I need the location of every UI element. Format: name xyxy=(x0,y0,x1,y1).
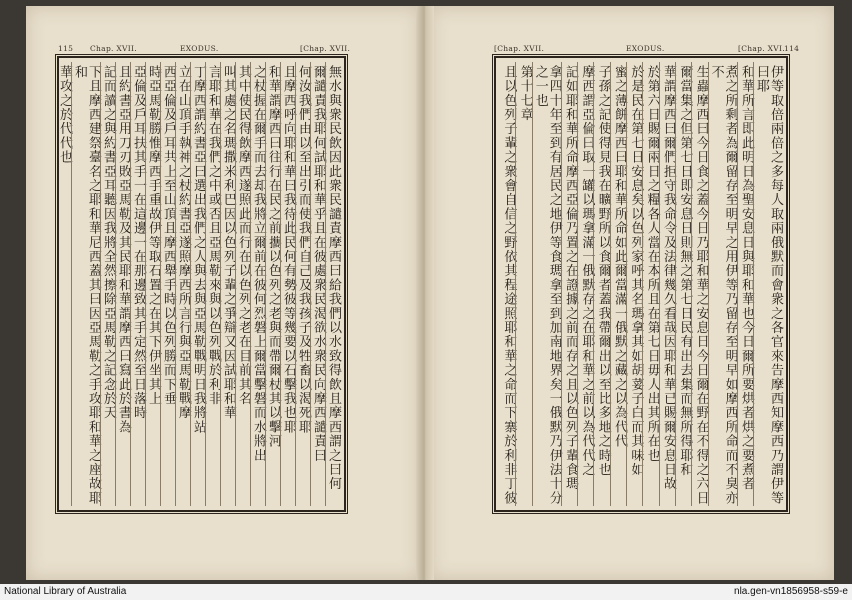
right-text-column: 記如耶和華所命摩西亞倫乃置之在證據之前而存之且以色列子輩食瑪 xyxy=(561,62,577,506)
right-text-column: 子孫之記使得見我在曠野所以食爾者蓋我帶爾出以至比多地之時也 xyxy=(593,62,609,506)
right-text-column: 拿四十年至到有居民之地伊等食瑪拿至到加南地界矣一俄默乃伊法十分之一也 xyxy=(532,62,561,506)
left-text-column: 記而讀之與約書亞耳聽因我將全然擦除亞馬勒之記念於天 xyxy=(100,62,115,506)
left-text-column: 且摩西呼向耶和華曰我待此民何有勢彼等幾要以石擊我也耶 xyxy=(280,62,295,506)
left-text-column: 時亞馬勒勝惟摩西手重故伊等取石置之在其下伊坐其上 xyxy=(145,62,160,506)
left-chapter-label: Chap. XVII. xyxy=(90,44,137,53)
left-text-column: 爾譴責我耶何試耶和華乎且在彼處衆民渴欲水衆民向摩西譴責曰 xyxy=(310,62,325,506)
left-running-title: EXODUS. xyxy=(180,44,219,53)
left-text-column: 何汝我們由以至出引而使我們自己及我孩子及牲畜以渴死耶 xyxy=(295,62,310,506)
left-text-column: 和華謂摩西曰往行在民之前攜以色列之老與而帶爾杖其以擊河 xyxy=(265,62,280,506)
right-text-column: 於第六日賜爾兩日之糧各人當在本所且在第七日毋人出其所在也 xyxy=(642,62,658,506)
left-text-column: 其中使民得飲摩西遂照此而行在以色列之老在目前其名 xyxy=(235,62,250,506)
footer-record-id: nla.gen-vn1856958-s59-e xyxy=(734,586,848,597)
left-text-column: 華攻之於代代也 xyxy=(57,65,72,165)
right-text-column: 生蟲摩西曰今日食之蓋今日乃耶和華之安息日今日爾在野在不得之六日 xyxy=(691,62,707,506)
left-text-column: 立在山頂手執神之杖約書亞遂照摩西所言行與亞馬勒戰摩 xyxy=(175,62,190,506)
right-text-column: 煮之所剩者為爾留存至明早之用伊等乃留存至明早如摩西所命而不臭亦不 xyxy=(708,62,737,506)
book-gutter xyxy=(416,6,434,580)
left-text-column: 之杖握在爾手而去却我將立爾前在彼何烈磐上爾當擊磐而水將出 xyxy=(250,62,265,506)
right-text-column: 和華所言即此明日為聖安息日與耶和華也今日爾所要烘者烘之要煮者 xyxy=(737,62,753,506)
right-page-number: 114 xyxy=(784,44,800,53)
right-text-column: 第十七章 xyxy=(515,62,531,506)
footer-library-name: National Library of Australia xyxy=(4,586,127,597)
right-text-column: 摩西謂亞倫曰取一罐以瑪拿滿一俄默存之在耶和華之前以為代代之 xyxy=(577,62,593,506)
left-text-column: 叫其處之名瑪撒米利巴因以色列子輩之爭辯又因試耶和華 xyxy=(220,62,235,506)
right-text-column: 華謂摩西曰爾們拒守我命令及法律幾久看哉因耶和華已賜爾安息日故 xyxy=(659,62,675,506)
right-text-column: 伊等取倍兩倍之多每人取兩俄默而會衆之各官來告摩西知摩西乃謂伊等曰耶 xyxy=(753,62,782,506)
right-text-frame xyxy=(494,56,788,512)
right-text-column: 於是民在第七日安息矣以色列家呼其名瑪拿其如胡荽子白而其味如 xyxy=(626,62,642,506)
left-text-column: 無水與衆民飲因此衆民譴責摩西曰給我們以水致得飲且摩西謂之曰何 xyxy=(325,62,340,506)
right-text-column: 蜜之薄餅摩西曰耶和華所命如此爾當滿一俄默之藏之以為代代 xyxy=(610,62,626,506)
left-text-column: 亞倫及戶耳扶其手一在這邊一在那邊致其手定然至日落時 xyxy=(130,62,145,506)
footer-bar xyxy=(0,584,852,600)
left-text-column: 丁摩西謂約書亞曰選出我們之人與去與亞馬勒戰明日我將站 xyxy=(190,62,205,506)
right-running-title: EXODUS. xyxy=(626,44,665,53)
right-chapter-label: [Chap. XVI. xyxy=(738,44,785,53)
left-text-column: 西亞倫及戶耳共上至山頂且摩西舉手時以色列勝而下垂 xyxy=(160,62,175,506)
right-chapter-bracket: [Chap. XVII. xyxy=(494,44,545,53)
right-text-column: 爾當集之但第七日即安息日則無之第七日民有出去集而無所得耶和 xyxy=(675,62,691,506)
right-text-column: 且以色列子輩之衆會自信之野依其程途照耶和華之命而下寨於利非丁彼 xyxy=(501,65,517,506)
left-text-column: 言耶和華在我們之中或否且亞馬勒來與以色列戰於利非 xyxy=(205,62,220,506)
left-page-number: 115 xyxy=(58,44,74,53)
left-text-column: 下且摩西建祭臺名之耶和華尼西蓋其曰因亞馬勒之手攻耶和華之座故耶和 xyxy=(71,62,100,506)
left-text-frame xyxy=(57,56,346,512)
left-chapter-bracket: [Chap. XVII. xyxy=(300,44,351,53)
left-text-column: 且約書亞用刀刃敗亞馬勒及其民耶和華謂摩西曰寫此於書為 xyxy=(115,62,130,506)
